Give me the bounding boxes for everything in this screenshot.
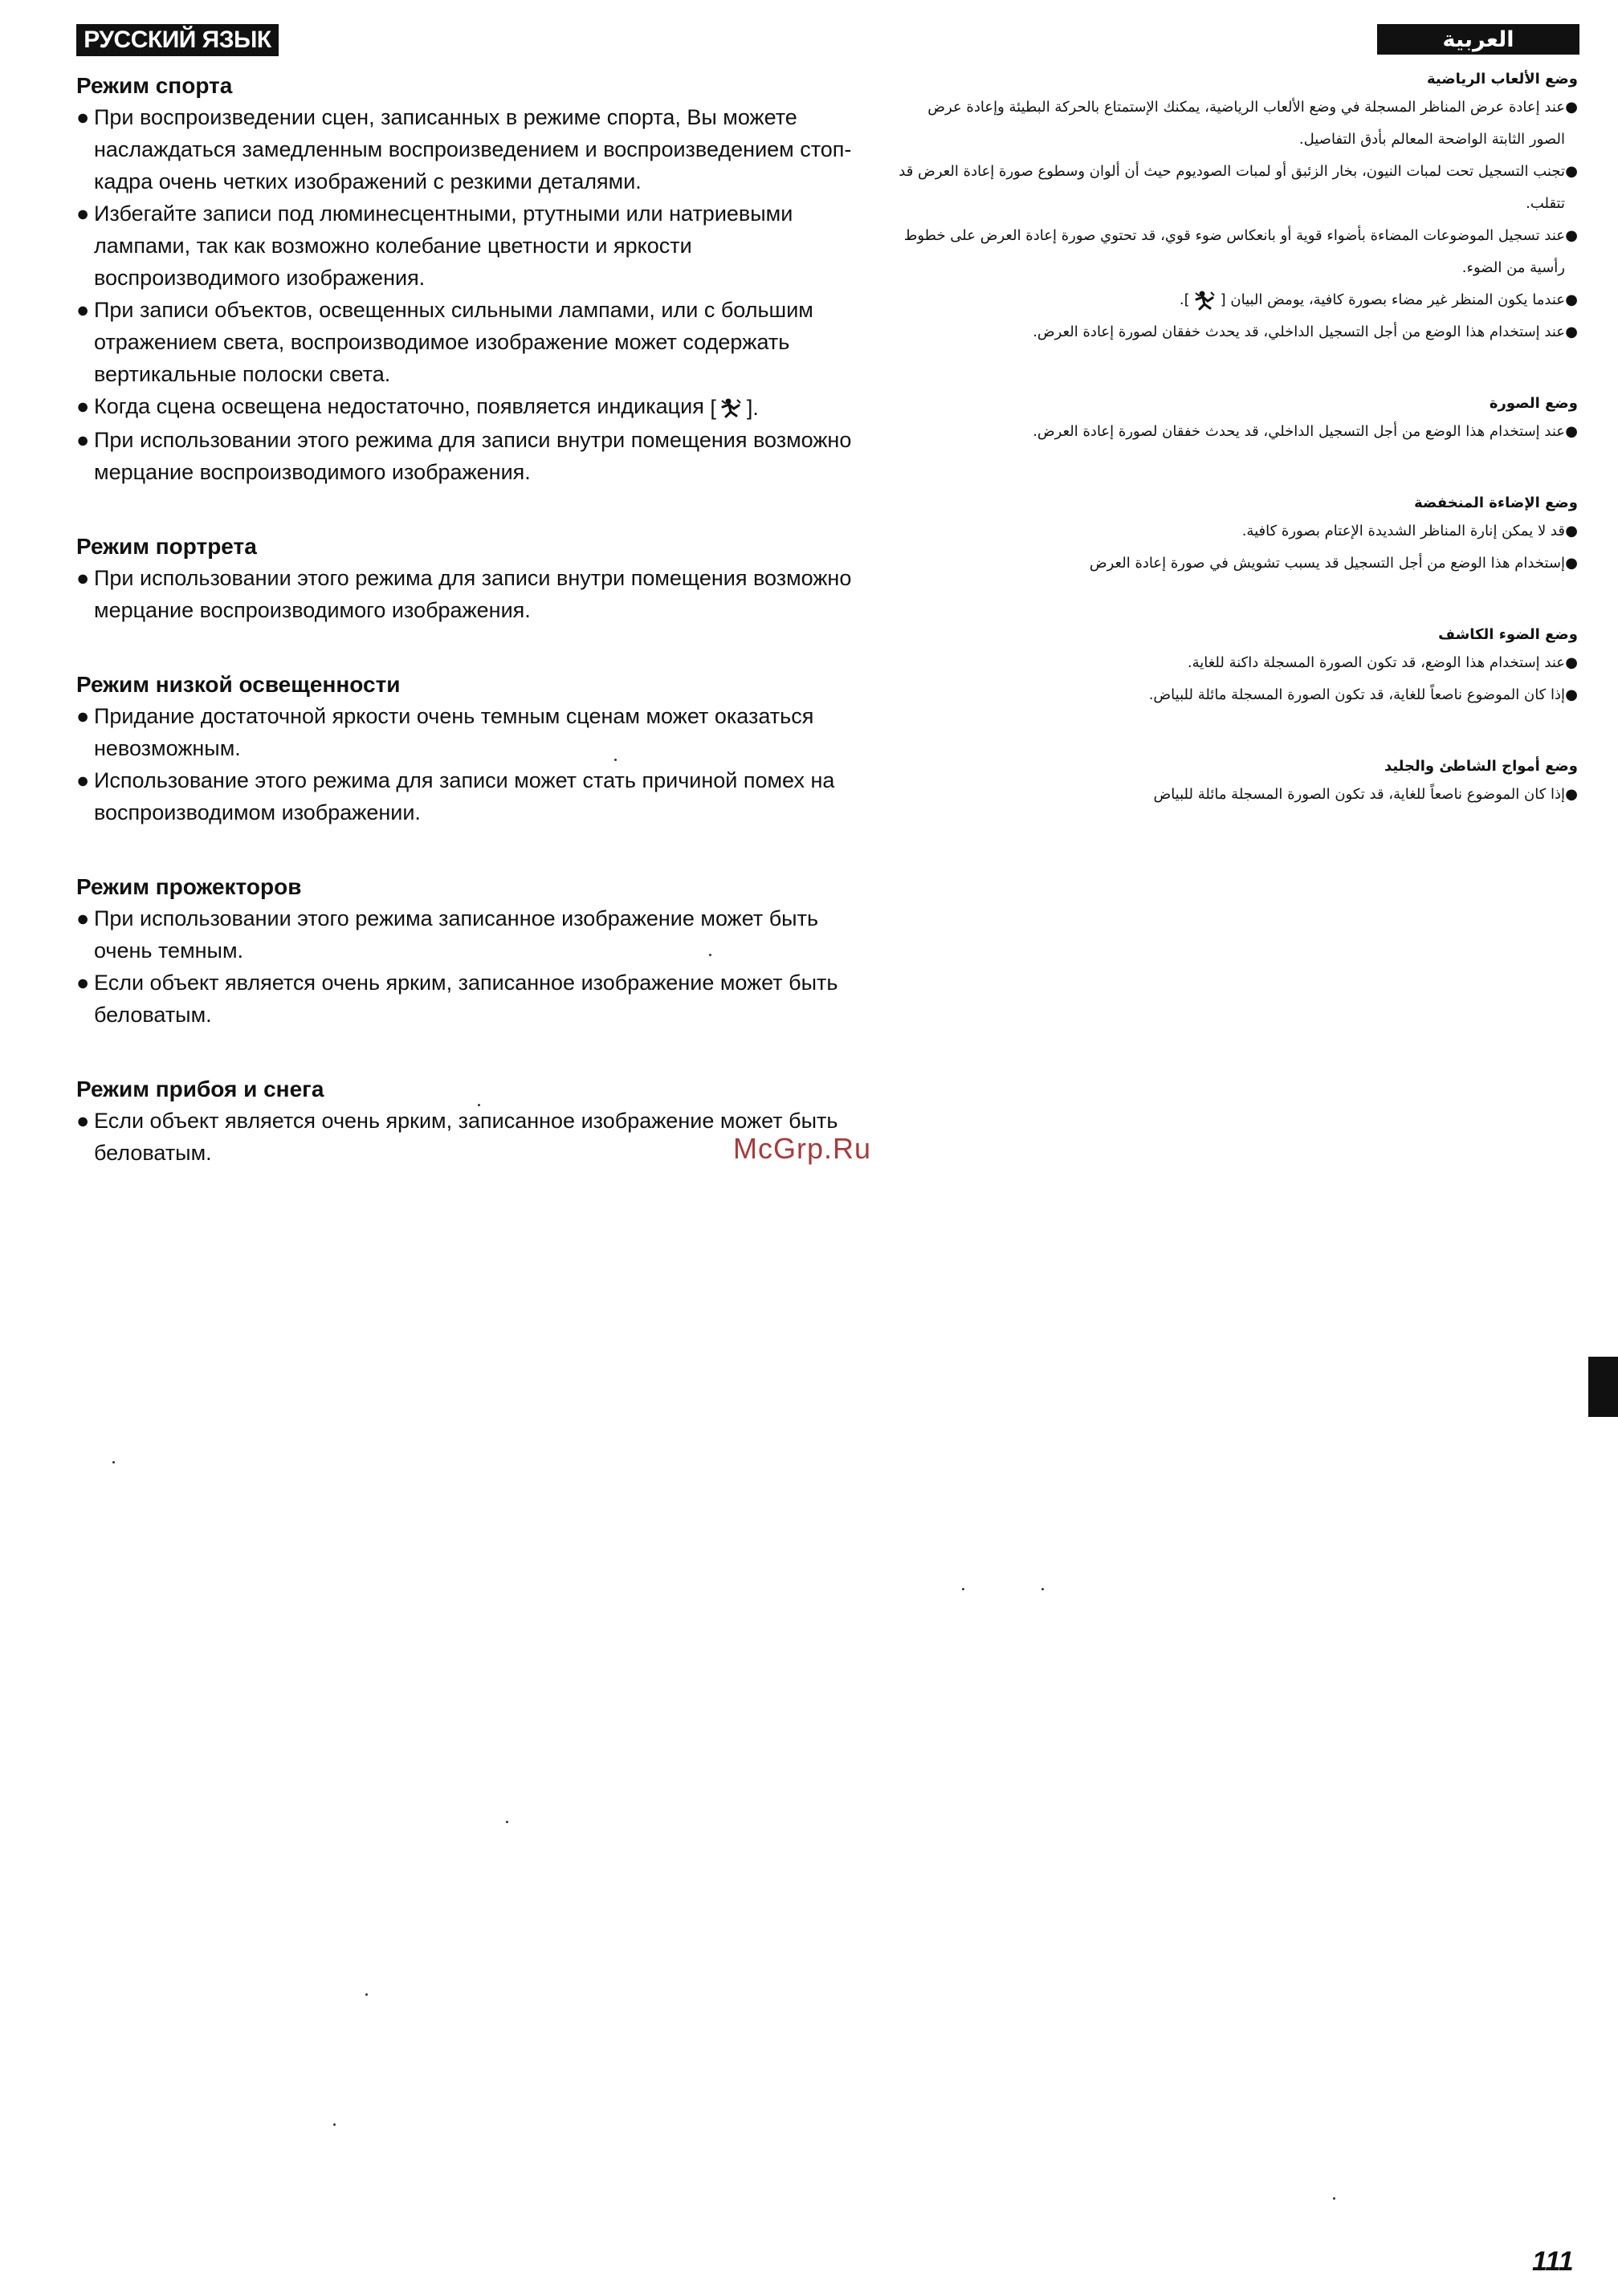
bullet-text: عندما يكون المنظر غير مضاء بصورة كافية، يومض البيان [1230, 291, 1565, 308]
ar-section [895, 623, 1578, 711]
bullet-text: تجنب التسجيل تحت لمبات النيون، بخار الزئبق أو لمبات الصوديوم حيث أن ألوان وسطوع صورة إعادة العرض قد تتقلب. [899, 163, 1565, 212]
bullet-text: Если объект является очень ярким, записанное изображение может быть беловатым. [94, 970, 838, 1027]
bullet-text: Избегайте записи под люминесцентными, ртутными или натриевыми лампами, так как возможно колебание цветности и яркости воспроизводимого изображения. [94, 202, 793, 290]
bullet-dot: ● [76, 1108, 90, 1133]
bullet-dot: ● [76, 703, 90, 728]
bullet-dot: ● [1565, 423, 1578, 440]
ar-section [895, 755, 1578, 811]
bullet-item [76, 700, 863, 764]
scan-speck [1333, 2197, 1335, 2200]
bullet-text: إذا كان الموضوع ناصعاً للغاية، قد تكون الصورة المسجلة مائلة للبياض [1153, 786, 1565, 803]
page-number: 111 [1532, 2246, 1574, 2277]
bullet-item [895, 220, 1578, 284]
ru-section [76, 872, 863, 1031]
bullet-dot: ● [76, 202, 90, 226]
bullet-item [76, 764, 863, 828]
bullet-list [76, 700, 863, 828]
bullet-dot: ● [1565, 99, 1578, 116]
section-heading: Режим спорта [76, 73, 233, 98]
bullet-dot: ● [1565, 686, 1578, 703]
section-heading: وضع الضوء الكاشف [1438, 626, 1578, 643]
bullet-list [895, 416, 1578, 448]
bullet-list [76, 902, 863, 1031]
bullet-text: При записи объектов, освещенных сильными лампами, или с большим отражением света, воспроизводимое изображение может содержать вертикальные полоски света. [94, 298, 813, 386]
bullet-text: إذا كان الموضوع ناصعاً للغاية، قد تكون الصورة المسجلة مائلة للبياض. [1148, 686, 1565, 703]
scan-speck [1041, 1588, 1044, 1590]
bullet-list [895, 515, 1578, 580]
ar-section [895, 67, 1578, 348]
bullet-item [895, 515, 1578, 548]
ar-section [895, 392, 1578, 448]
russian-language-tab: РУССКИЙ ЯЗЫК [76, 24, 279, 56]
scan-speck [365, 1993, 368, 1996]
bullet-dot: ● [76, 565, 90, 590]
indicator-bracket: [ ]. [710, 395, 759, 420]
sports-mode-icon [719, 397, 744, 418]
bullet-item [895, 416, 1578, 448]
section-heading: وضع الصورة [1489, 395, 1578, 412]
indicator-bracket: [ ]. [1180, 284, 1226, 316]
bullet-list [895, 647, 1578, 711]
scan-speck [962, 1588, 964, 1590]
section-heading: Режим прожекторов [76, 873, 302, 899]
bullet-item [895, 156, 1578, 220]
arabic-column [895, 67, 1578, 854]
bullet-list [895, 92, 1578, 348]
bullet-text: Если объект является очень ярким, записанное изображение может быть беловатым. [94, 1108, 838, 1165]
bullet-dot: ● [1565, 654, 1578, 671]
section-heading: Режим портрета [76, 533, 257, 559]
bullet-text: قد لا يمكن إنارة المناظر الشديدة الإعتام بصورة كافية. [1241, 523, 1565, 539]
bullet-text: Использование этого режима для записи может стать причиной помех на воспроизводимом изображении. [94, 767, 835, 824]
bullet-dot: ● [1565, 523, 1578, 539]
scan-speck [112, 1461, 115, 1463]
bullet-text: Придание достаточной яркости очень темным сценам может оказаться невозможным. [94, 703, 814, 760]
bullet-item-indicator [76, 390, 863, 424]
bullet-text: При использовании этого режима для записи внутри помещения возможно мерцание воспроизводимого изображения. [94, 427, 852, 484]
section-heading: وضع أمواج الشاطئ والجليد [1384, 758, 1578, 775]
bullet-text: Когда сцена освещена недостаточно, появляется индикация [94, 394, 704, 418]
bullet-dot: ● [76, 767, 90, 792]
bullet-dot: ● [76, 906, 90, 930]
bullet-list [76, 101, 863, 488]
bullet-item-indicator [895, 284, 1578, 316]
bullet-text: При воспроизведении сцен, записанных в режиме спорта, Вы можете наслаждаться замедленным воспроизведением и воспроизведением стоп-кадра очень четких изображений с резкими деталями. [94, 105, 852, 193]
scan-speck [506, 1821, 508, 1823]
bullet-item [76, 424, 863, 488]
bullet-item [76, 562, 863, 626]
section-heading: Режим низкой освещенности [76, 671, 401, 697]
bullet-text: عند تسجيل الموضوعات المضاءة بأضواء قوية أو بانعكاس ضوء قوي، قد تحتوي صورة إعادة العرض على خطوط رأسية من الضوء. [903, 227, 1565, 276]
scan-speck [709, 954, 711, 956]
russian-column [76, 71, 863, 1212]
bullet-dot: ● [76, 970, 90, 995]
bullet-text: При использовании этого режима для записи внутри помещения возможно мерцание воспроизводимого изображения. [94, 565, 852, 622]
bullet-text: إستخدام هذا الوضع من أجل التسجيل قد يسبب تشويش في صورة إعادة العرض [1089, 555, 1565, 572]
bullet-item [76, 197, 863, 294]
bullet-dot: ● [1565, 324, 1578, 340]
bullet-text: عند إستخدام هذا الوضع من أجل التسجيل الداخلي، قد يحدث خفقان لصورة إعادة العرض. [1033, 324, 1565, 340]
ru-section [76, 670, 863, 828]
ru-section [76, 71, 863, 488]
bullet-dot: ● [76, 298, 90, 322]
section-edge-marker [1588, 1357, 1618, 1417]
bullet-dot: ● [1565, 291, 1578, 308]
bullet-item [76, 902, 863, 967]
bullet-text: عند إعادة عرض المناظر المسجلة في وضع الألعاب الرياضية، يمكنك الإستمتاع بالحركة البطيئة وإعادة عرض الصور الثابتة الواضحة المعالم بأدق التفاصيل. [927, 99, 1565, 148]
bullet-item [76, 967, 863, 1031]
sports-mode-icon [1193, 290, 1217, 311]
bullet-item [895, 679, 1578, 711]
scan-speck [614, 759, 617, 761]
arabic-language-tab: العربية [1377, 24, 1579, 55]
bullet-text: При использовании этого режима записанное изображение может быть очень темным. [94, 906, 819, 963]
scan-speck [333, 2123, 336, 2126]
bullet-dot: ● [76, 105, 90, 129]
section-heading: وضع الإضاءة المنخفضة [1414, 495, 1578, 511]
section-heading: Режим прибоя и снега [76, 1076, 324, 1101]
section-heading: وضع الألعاب الرياضية [1426, 71, 1578, 88]
bullet-item [895, 647, 1578, 679]
bullet-list [76, 562, 863, 626]
bullet-dot: ● [1565, 163, 1578, 180]
bullet-dot: ● [1565, 555, 1578, 572]
bullet-text: عند إستخدام هذا الوضع، قد تكون الصورة المسجلة داكنة للغاية. [1187, 654, 1565, 671]
watermark: McGrp.Ru [733, 1132, 872, 1165]
bullet-item [895, 92, 1578, 156]
bullet-dot: ● [1565, 786, 1578, 803]
bullet-dot: ● [76, 394, 90, 418]
scan-speck [478, 1104, 480, 1106]
ar-section [895, 491, 1578, 580]
ru-section [76, 531, 863, 626]
bullet-item [76, 101, 863, 197]
bullet-dot: ● [76, 427, 90, 452]
bullet-item [895, 548, 1578, 580]
bullet-item [895, 779, 1578, 811]
bullet-text: عند إستخدام هذا الوضع من أجل التسجيل الداخلي، قد يحدث خفقان لصورة إعادة العرض. [1033, 423, 1565, 440]
bullet-dot: ● [1565, 227, 1578, 244]
bullet-item [895, 316, 1578, 348]
bullet-item [76, 294, 863, 390]
bullet-list [895, 779, 1578, 811]
